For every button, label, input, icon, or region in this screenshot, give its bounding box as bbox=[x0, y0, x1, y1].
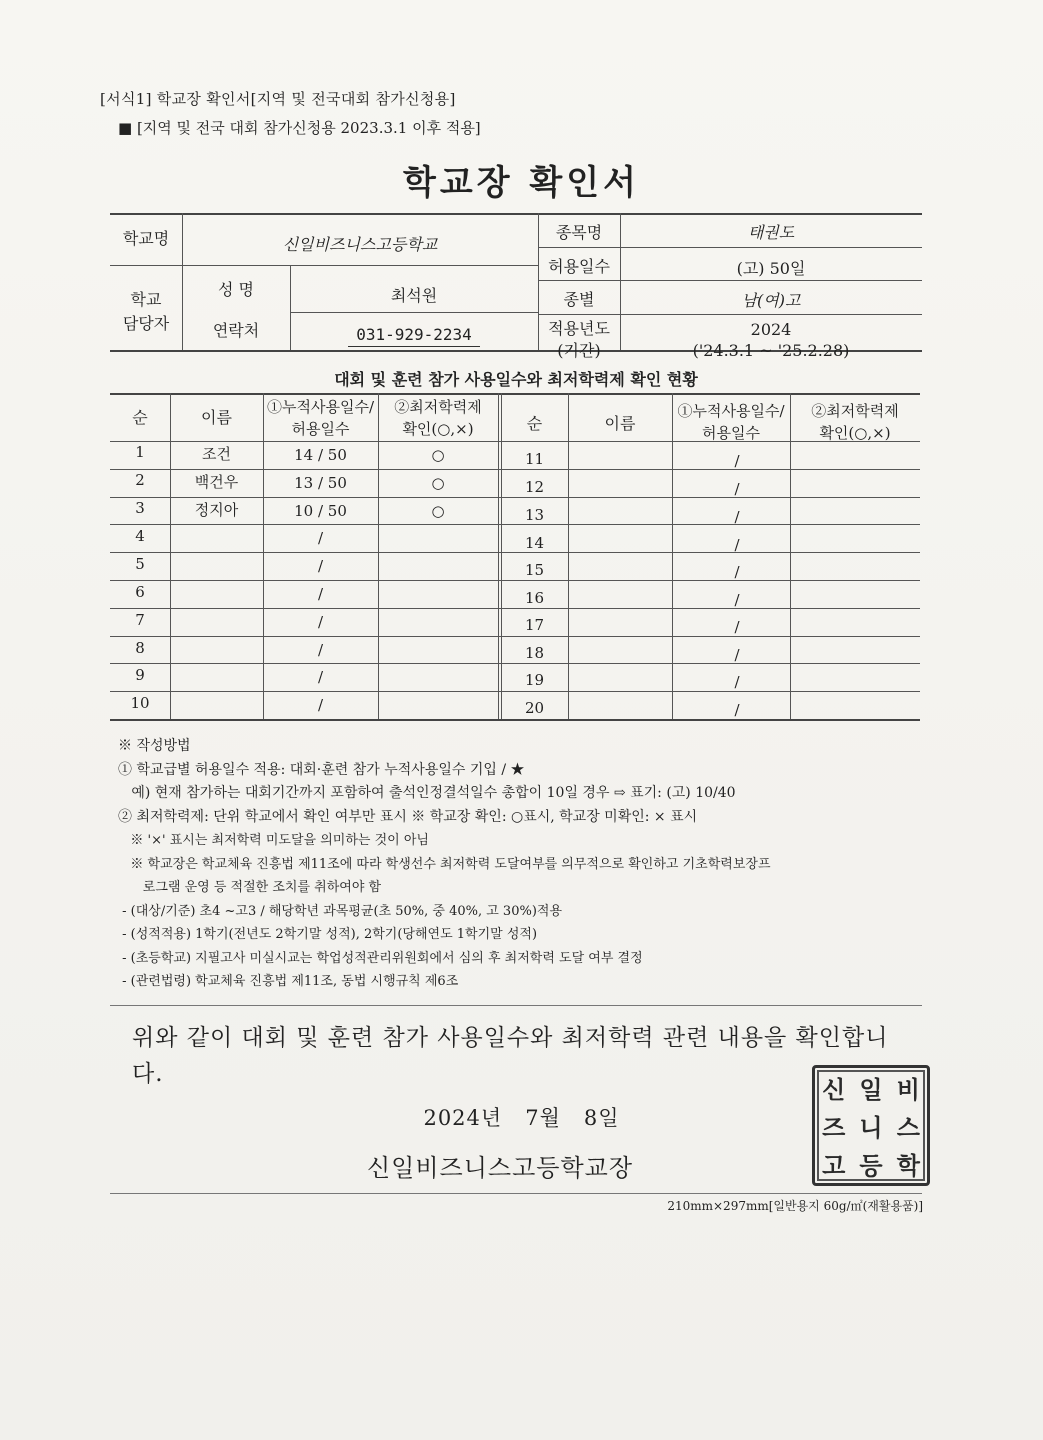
school-label: 학교명 bbox=[122, 229, 170, 248]
note-line: ※ 학교장은 학교체육 진흥법 제11조에 따라 학생선수 최저학력 도달여부를 의무적으로 확인하고 기초학력보장프 bbox=[118, 856, 771, 872]
year-value: 2024 bbox=[750, 320, 792, 339]
note-line: ② 최저학력제: 단위 학교에서 확인 여부만 표시 ※ 학교장 확인: ○표시, 학교장 미확인: × 표시 bbox=[118, 808, 698, 825]
table-title: 대회 및 훈련 참가 사용일수와 최저학력제 확인 현황 bbox=[334, 370, 698, 389]
contact-label: 연락처 bbox=[212, 321, 260, 340]
note-line: - (관련법령) 학교체육 진흥법 제11조, 동법 시행규칙 제6조 bbox=[118, 974, 459, 989]
confirmation-statement: 위와 같이 대회 및 훈련 참가 사용일수와 최저학력 관련 내용을 확인합니다. bbox=[132, 1025, 889, 1087]
year-label-2: (기간) bbox=[557, 341, 601, 360]
manager-label: 학교 bbox=[130, 290, 162, 309]
note-line: - (대상/기준) 초4 ~고3 / 해당학년 과목평균(초 50%, 중 40%, 고 30%)적용 bbox=[118, 903, 563, 919]
note-line: ① 학교급별 허용일수 적용: 대회·훈련 참가 누적사용일수 기입 / ★ bbox=[118, 761, 525, 778]
note-line: - (성적적용) 1학기(전년도 2학기말 성적), 2학기(당해연도 1학기말 성적) bbox=[118, 927, 538, 942]
note-line: 로그램 운영 등 적절한 조치를 취하여야 함 bbox=[118, 880, 382, 895]
allowed-days-label: 허용일수 bbox=[548, 257, 610, 276]
col-no-header: 순 bbox=[132, 408, 148, 427]
gender-label: 종별 bbox=[563, 290, 595, 309]
year-label: 적용년도 bbox=[548, 319, 610, 338]
principal-signature: 신일비즈니스고등학교장 bbox=[366, 1154, 634, 1182]
paper-spec: 210mm×297mm[일반용지 60g/㎡(재활용품)] bbox=[667, 1199, 923, 1213]
col-min-header: ②최저학력제 확인(○,×) bbox=[394, 398, 482, 438]
name-label: 성 명 bbox=[218, 280, 254, 299]
form-label: [서식1] 학교장 확인서[지역 및 전국대회 참가신청용] bbox=[100, 90, 456, 108]
issue-date: 2024년 7월 8일 bbox=[423, 1106, 620, 1130]
note-line: ※ 작성방법 bbox=[118, 738, 191, 754]
event-value: 태권도 bbox=[747, 223, 795, 242]
manager-label-2: 담당자 bbox=[122, 314, 170, 333]
school-value: 신일비즈니스고등학교 bbox=[282, 235, 438, 254]
col-days-header-right: ①누적사용일수/ 허용일수 bbox=[677, 402, 785, 442]
col-days-header: ①누적사용일수/ 허용일수 bbox=[267, 398, 374, 438]
col-no-header-right: 순 bbox=[526, 414, 543, 433]
event-label: 종목명 bbox=[555, 223, 603, 242]
name-value: 최석원 bbox=[390, 286, 438, 305]
applicable-note: ■ [지역 및 전국 대회 참가신청용 2023.3.1 이후 적용] bbox=[118, 119, 481, 137]
col-min-header-right: ②최저학력제 확인(○,×) bbox=[811, 402, 899, 442]
note-line: 예) 현재 참가하는 대회기간까지 포함하여 출석인정결석일수 총합이 10일 경우 ⇨ 표기: (고) 10/40 bbox=[118, 785, 736, 801]
allowed-days-value: (고) 50일 bbox=[736, 259, 806, 278]
document-page: [서식1] 학교장 확인서[지역 및 전국대회 참가신청용] ■ [지역 및 전국 대회 참가신청용 2023.3.1 이후 적용] 학교장 확인서 학교명 신일비즈니스고등학교 종목명 태권도 허용일수 (고) 50일 학교 담당자 성 명 최석원 연락처 031-929-2234 종별 남(여)고 적용년도 (기간) 2024 ('24.3.1 ~ '25.2.28) 대회 및 훈련 참가 사용일수와 최저학력제 확인 현황 순 이름 ①누적사용일수/ 허용일수 ②최저학력제 확인(○,×) 순 이름 ①누적사용일수/ 허용일수 ②최저학력제 확인(○,×) 1 조건 14 / 50 ○ 2 백건우 13 / 50 ○ 3 정지아 10 / 50 ○ 4 / 5 / 6 / 7 / 8 / 9 / 10 / 11 / 12 / 13 / 14 / 15 / 16 / 17 / 18 / 19 / 20 / ※ 작성방법 ① 학교급별 허용일수 적용: 대회·훈련 참가 누적사용일수 기입 / ★ 예) 현재 참가하는 대회기간까지 포함하여 출석인정결석일수 총합이 10일 경우 ⇨ 표기: (고) 10/40 ② 최저학력제: 단위 학교에서 확인 여부만 표시 ※ 학교장 확인: ○표시, 학교장 미확인: × 표시 ※ '×' 표시는 최저학력 미도달을 의미하는 것이 아님 ※ 학교장은 학교체육 진흥법 제11조에 따라 학생선수 최저학력 도달여부를 의무적으로 확인하고 기초학력보장프 로그램 운영 등 적절한 조치를 취하여야 함 - (대상/기준) 초4 ~고3 / 해당학년 과목평균(초 50%, 중 40%, 고 30%)적용 - (성적적용) 1학기(전년도 2학기말 성적), 2학기(당해연도 1학기말 성적) - (초등학교) 지필고사 미실시교는 학업성적관리위원회에서 심의 후 최저학력 도달 여부 결정 - (관련법령) 학교체육 진흥법 제11조, 동법 시행규칙 제6조 위와 같이 대회 및 훈련 참가 사용일수와 최저학력 관련 내용을 확인합니다. 2024년 7월 8일 신일비즈니스고등학교장 신 일 비 즈 니 스 고 등 학 210mm×297mm[일반용지 60g/㎡(재활용품)] bbox=[0, 0, 1043, 1440]
note-line: ※ '×' 표시는 최저학력 미도달을 의미하는 것이 아님 bbox=[118, 833, 429, 848]
gender-value: 남(여)고 bbox=[741, 291, 801, 310]
note-line: - (초등학교) 지필고사 미실시교는 학업성적관리위원회에서 심의 후 최저학력 도달 여부 결정 bbox=[118, 950, 643, 966]
period-value: ('24.3.1 ~ '25.2.28) bbox=[692, 341, 850, 360]
document-title: 학교장 확인서 bbox=[403, 163, 640, 203]
writing-instructions bbox=[118, 735, 938, 994]
school-seal-stamp: 신 일 비 즈 니 스 고 등 학 bbox=[812, 1065, 930, 1186]
contact-value: 031-929-2234 bbox=[356, 325, 472, 344]
col-name-header-right: 이름 bbox=[604, 414, 636, 433]
col-name-header: 이름 bbox=[201, 408, 232, 427]
